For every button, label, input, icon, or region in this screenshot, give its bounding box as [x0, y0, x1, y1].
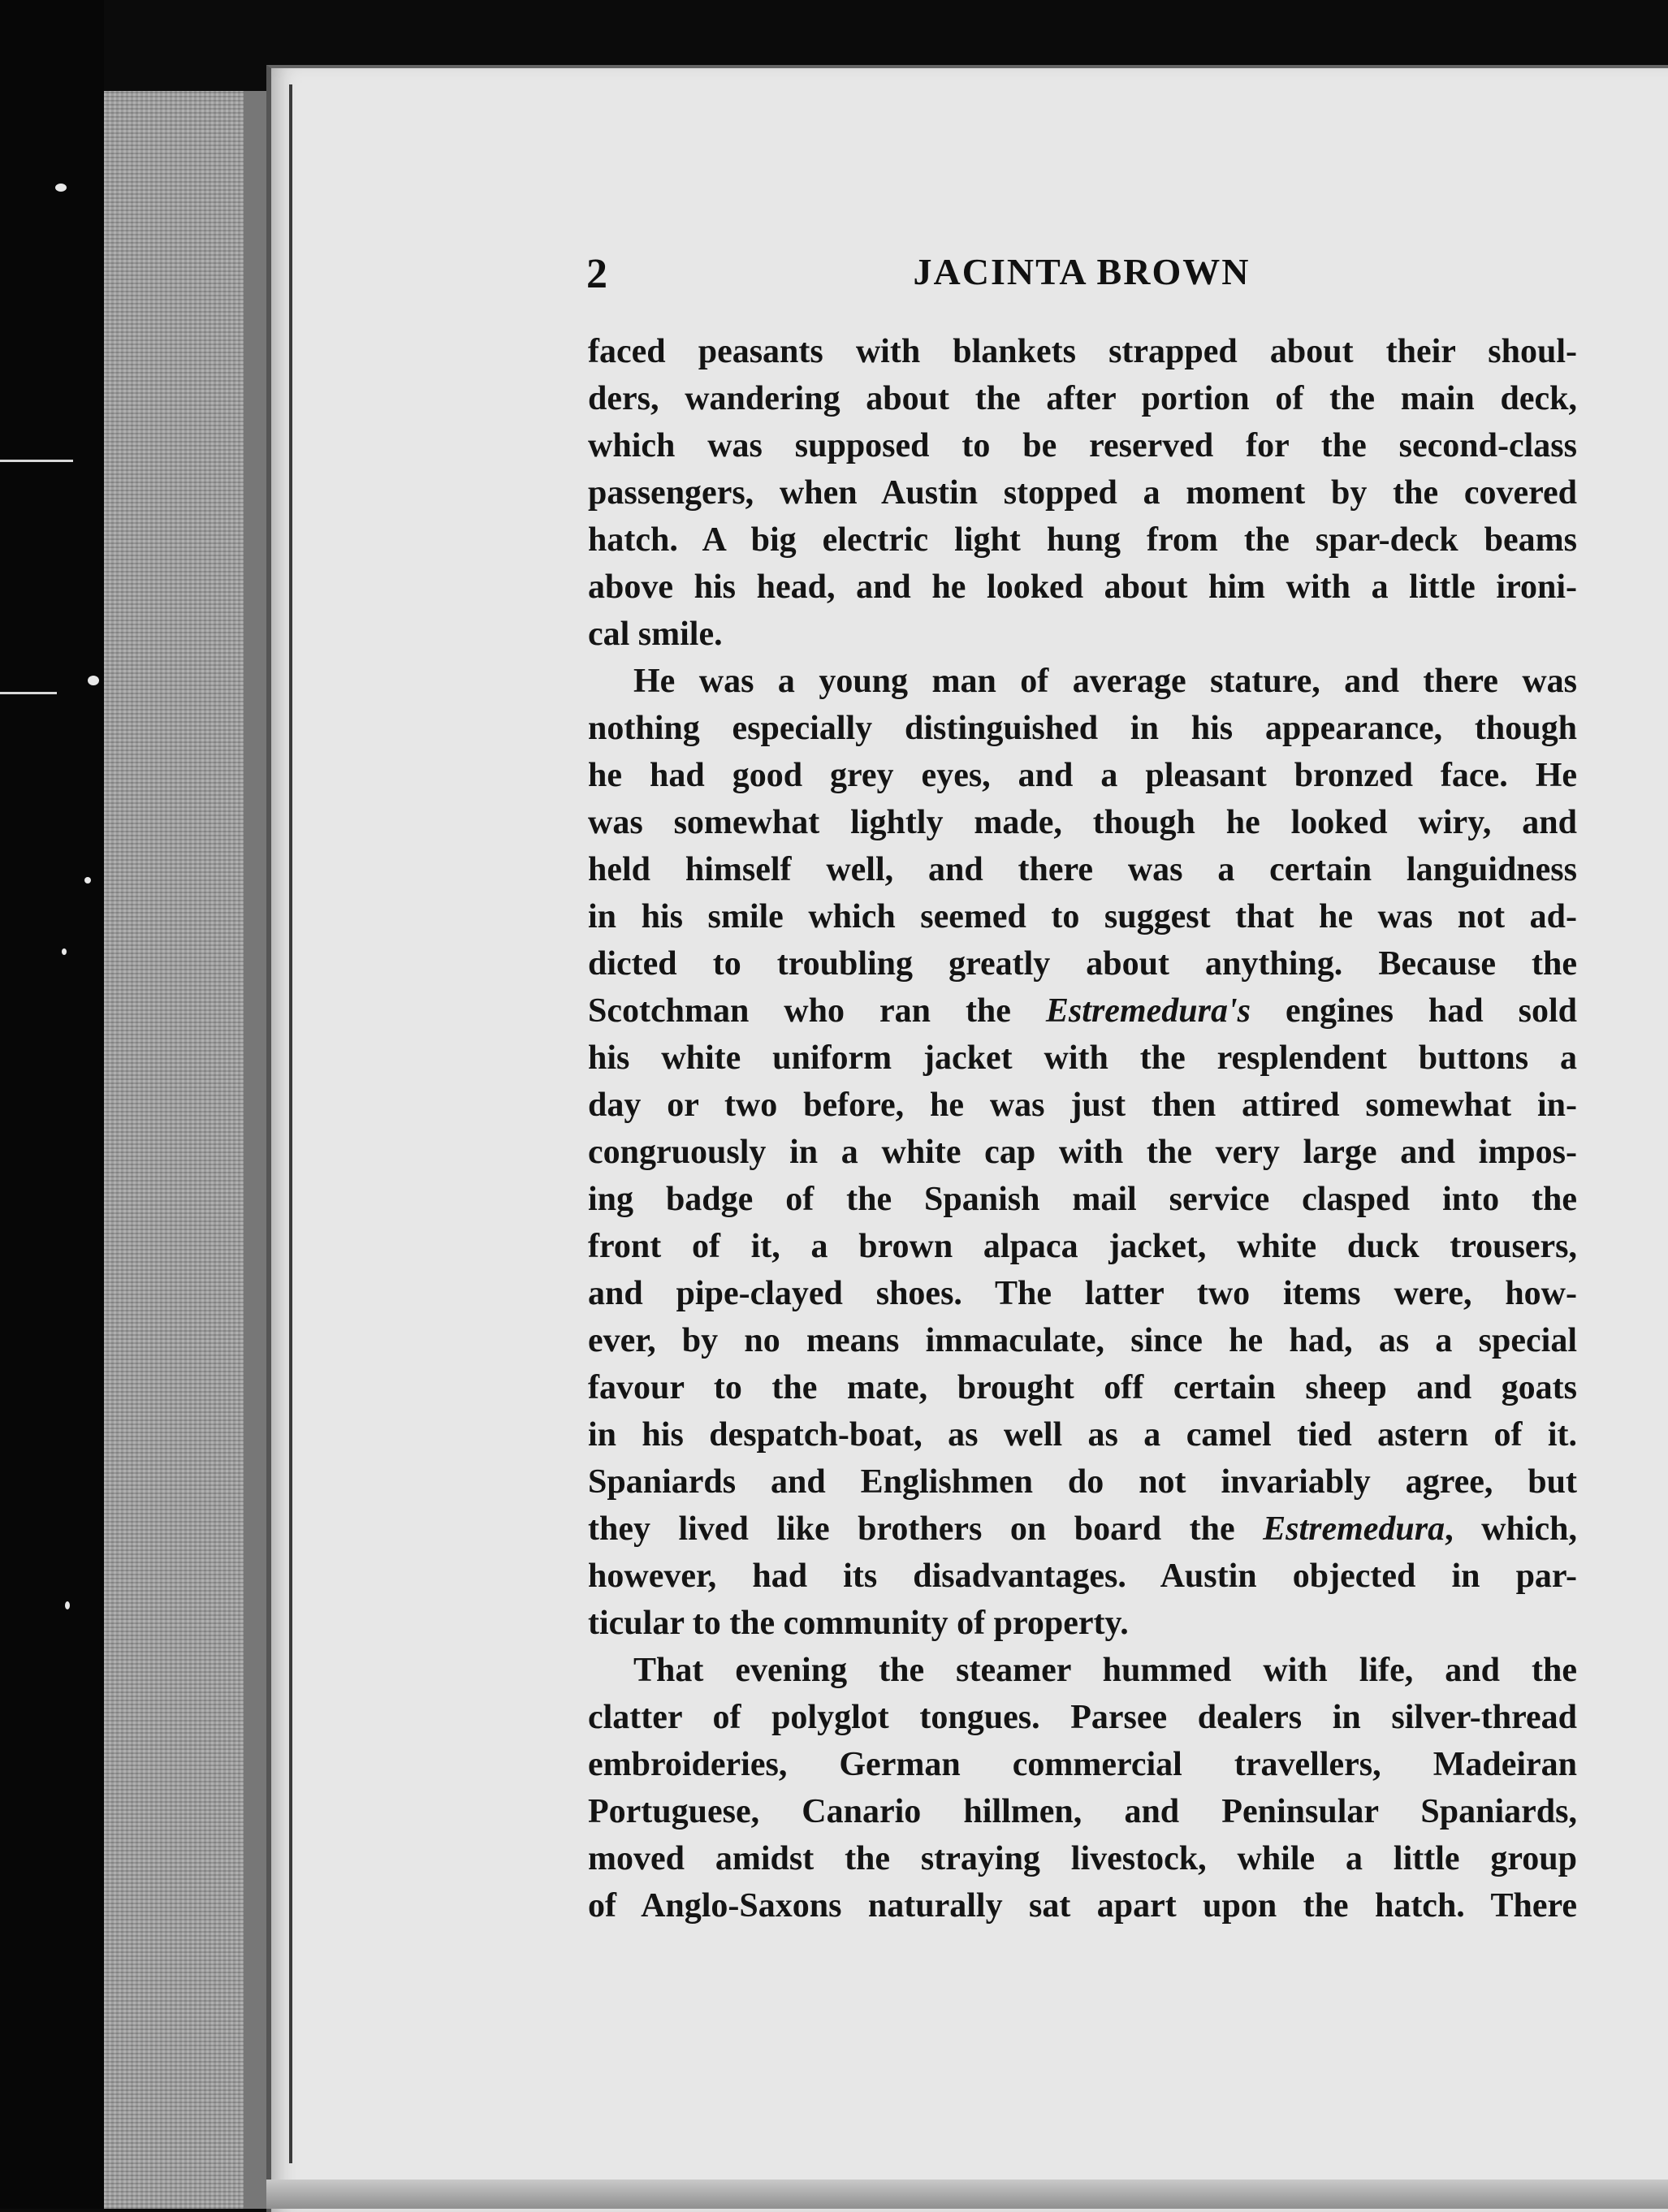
- text-line: in his despatch-boat, as well as a camel tied astern of it.: [588, 1416, 1577, 1454]
- page-bottom-edge: [266, 2180, 1668, 2209]
- text-line: in his smile which seemed to suggest that he was not ad-: [588, 898, 1577, 935]
- text-line: passengers, when Austin stopped a moment by the covered: [588, 474, 1577, 512]
- speck: [84, 877, 91, 884]
- text-line: Scotchman who ran the Estremedura's engines had sold: [588, 992, 1577, 1030]
- text-line: and pipe-clayed shoes. The latter two items were, how-: [588, 1275, 1577, 1312]
- text-line: congruously in a white cap with the very large and impos-: [588, 1134, 1577, 1171]
- text-line: favour to the mate, brought off certain sheep and goats: [588, 1369, 1577, 1406]
- text-line: clatter of polyglot tongues. Parsee dealers in silver-thread: [588, 1699, 1577, 1736]
- text-line: He was a young man of average stature, and there was: [633, 663, 1577, 700]
- text-line: cal smile.: [588, 616, 723, 653]
- binding-strip: [0, 0, 104, 2209]
- text-line: they lived like brothers on board the Estremedura, which,: [588, 1510, 1577, 1548]
- text-line: nothing especially distinguished in his appearance, though: [588, 710, 1577, 747]
- running-head: [586, 250, 1577, 307]
- text-line: hatch. A big electric light hung from the spar-deck beams: [588, 521, 1577, 559]
- speck: [88, 676, 99, 685]
- text-line: Spaniards and Englishmen do not invariably agree, but: [588, 1463, 1577, 1501]
- text-line: of Anglo-Saxons naturally sat apart upon the hatch. There: [588, 1887, 1577, 1925]
- speck: [62, 948, 67, 955]
- text-line: his white uniform jacket with the resplendent buttons a: [588, 1039, 1577, 1077]
- text-line: however, had its disadvantages. Austin objected in par-: [588, 1557, 1577, 1595]
- text-line: held himself well, and there was a certain languidness: [588, 851, 1577, 888]
- text-line: front of it, a brown alpaca jacket, white duck trousers,: [588, 1228, 1577, 1265]
- speck: [55, 184, 67, 192]
- text-line: ticular to the community of property.: [588, 1605, 1129, 1642]
- text-line: was somewhat lightly made, though he looked wiry, and: [588, 804, 1577, 841]
- thread: [0, 692, 57, 694]
- text-line: embroideries, German commercial travellers, Madeiran: [588, 1746, 1577, 1783]
- text-line: above his head, and he looked about him with a little ironi-: [588, 568, 1577, 606]
- text-line: which was supposed to be reserved for the second-class: [588, 427, 1577, 464]
- speck: [65, 1601, 70, 1609]
- text-line: ever, by no means immaculate, since he had, as a special: [588, 1322, 1577, 1359]
- text-line: moved amidst the straying livestock, while a little group: [588, 1840, 1577, 1877]
- text-line: ing badge of the Spanish mail service clasped into the: [588, 1181, 1577, 1218]
- cover-edge: [244, 91, 266, 2209]
- book-cover-board: [104, 91, 266, 2209]
- text-line: day or two before, he was just then attired somewhat in-: [588, 1087, 1577, 1124]
- text-line: Portuguese, Canario hillmen, and Peninsular Spaniards,: [588, 1793, 1577, 1830]
- running-title: JACINTA BROWN: [913, 251, 1251, 292]
- thread: [0, 460, 73, 462]
- text-line: ders, wandering about the after portion of the main deck,: [588, 380, 1577, 417]
- page-gutter-edge: [289, 84, 292, 2163]
- text-line: he had good grey eyes, and a pleasant bronzed face. He: [588, 757, 1577, 794]
- text-line: dicted to troubling greatly about anything. Because the: [588, 945, 1577, 983]
- text-line: faced peasants with blankets strapped about their shoul-: [588, 333, 1577, 370]
- page-number: 2: [586, 251, 607, 297]
- text-line: That evening the steamer hummed with life, and the: [633, 1652, 1577, 1689]
